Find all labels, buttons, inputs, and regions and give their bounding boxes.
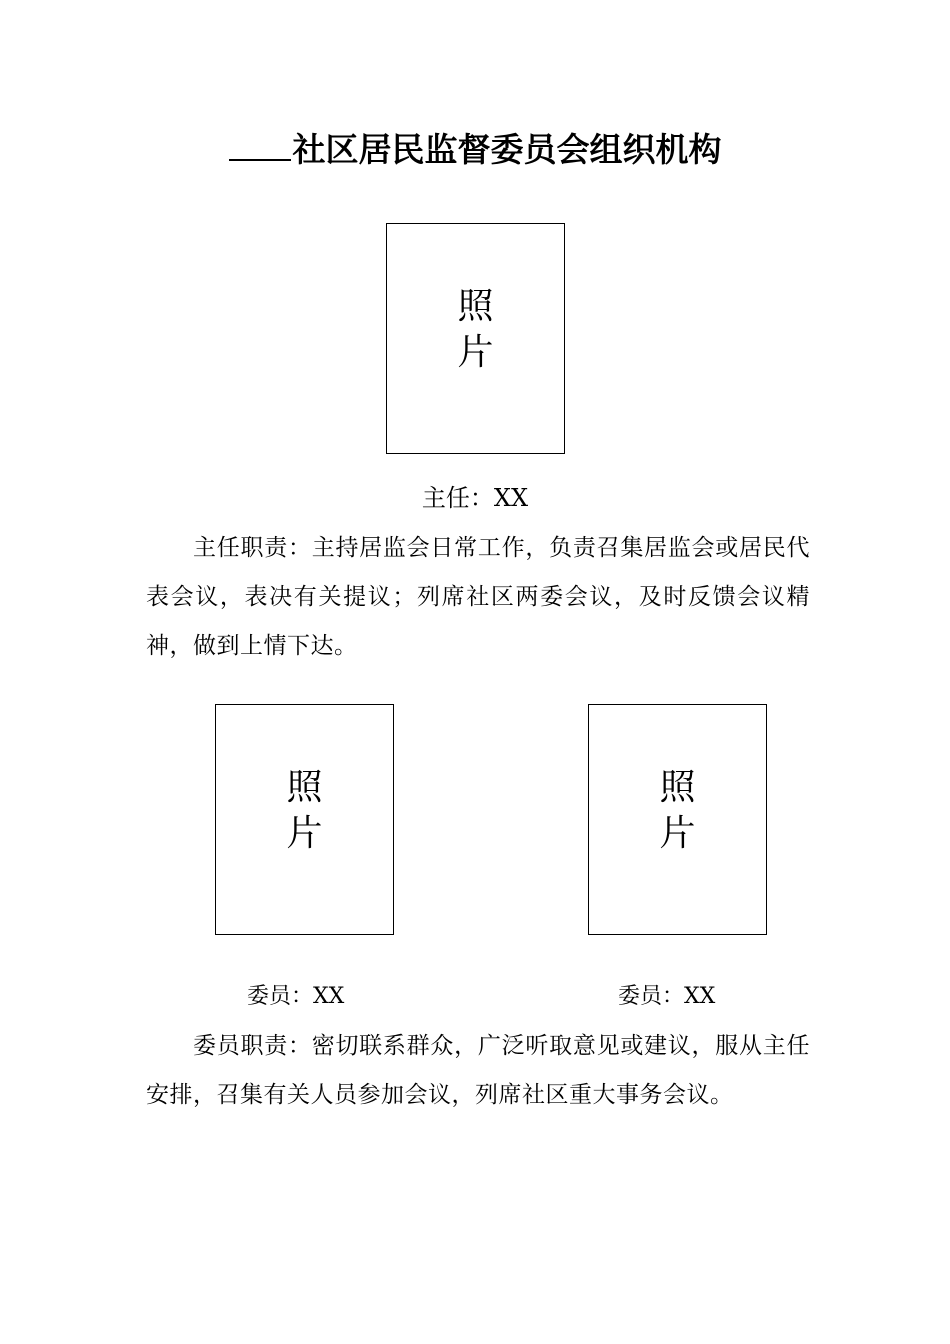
director-photo-text: 照片 [457, 286, 494, 373]
member-label-1: 委员： [247, 984, 314, 1009]
title-text: 社区居民监督委员会组织机构 [292, 130, 722, 169]
title-blank-line [229, 129, 291, 161]
director-photo-placeholder [386, 223, 565, 454]
member-name-2: XX [684, 984, 716, 1009]
member-photo-placeholder-2 [588, 704, 767, 935]
director-duties-paragraph: 主任职责：主持居监会日常工作，负责召集居监会或居民代表会议，表决有关提议；列席社区两委会议，及时反馈会议精神，做到上情下达。 [146, 535, 810, 659]
member-photo-placeholder-1 [215, 704, 394, 935]
member-name-line-1 [247, 982, 344, 1012]
director-label: 主任： [421, 484, 494, 512]
member-duties-paragraph: 委员职责：密切联系群众，广泛听取意见或建议，服从主任安排，召集有关人员参加会议，列席社区重大事务会议。 [146, 1033, 810, 1108]
director-name: XX [493, 484, 529, 512]
member-photo-text-2: 照片 [659, 767, 696, 854]
director-name-line [0, 482, 950, 514]
member-name-1: XX [313, 984, 345, 1009]
document-title [0, 128, 950, 172]
member-photo-text-1: 照片 [286, 767, 323, 854]
member-name-line-2 [618, 982, 715, 1012]
member-label-2: 委员： [618, 984, 685, 1009]
